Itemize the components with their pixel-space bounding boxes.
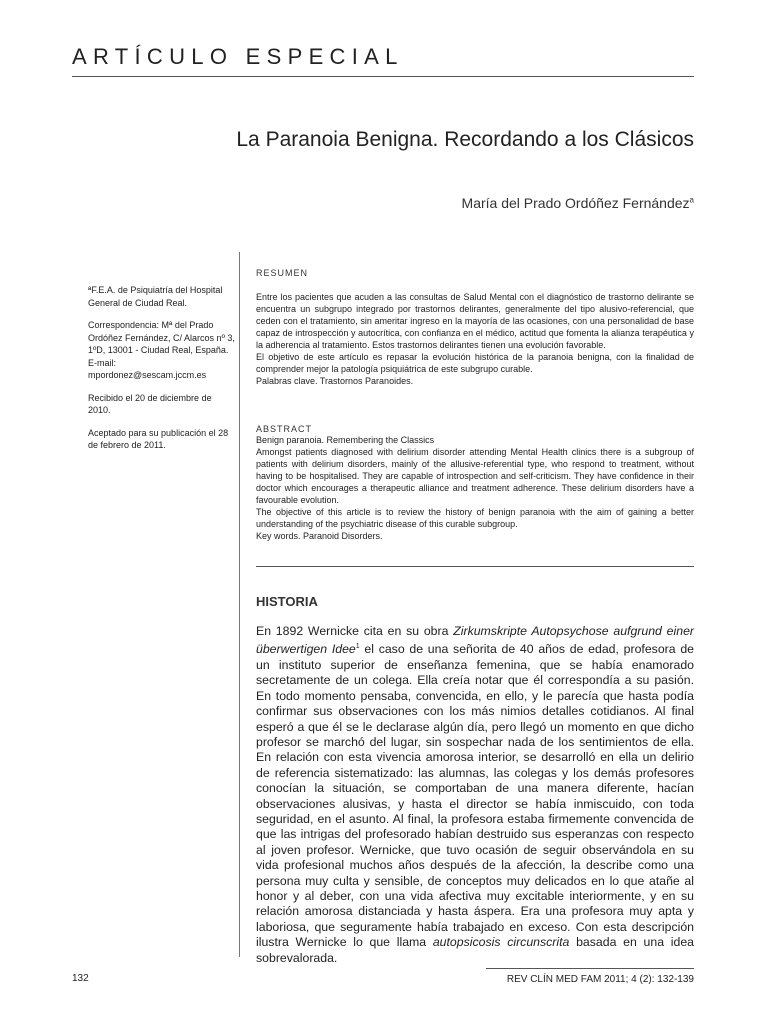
abstract-p1: Amongst patients diagnosed with delirium disorder attending Mental Health clinics there is a subgroup of patients with delirium disorders, mainly of the allusive-referential type, who respond to treatment, without having to be hospitalised. They are capable of introspection and self-criticism. They have confidence in their doctor which encourages a therapeutic alliance and treatment adherence. These delirium disorders have a favourable evolution.	[256, 447, 694, 505]
section-rule	[256, 566, 694, 567]
affiliation: ªF.E.A. de Psiquiatría del Hospital General de Ciudad Real.	[88, 285, 223, 308]
abstract-keywords: Key words. Paranoid Disorders.	[256, 531, 383, 541]
author-sup: a	[689, 195, 694, 205]
historia-ref: 1	[355, 643, 360, 651]
page-number: 132	[72, 973, 89, 984]
historia-work-title: Zirkumskripte Autopsychose aufgrund einer überwertigen Idee	[256, 624, 695, 657]
journal-citation: REV CLÍN MED FAM 2011; 4 (2): 132-139	[506, 974, 694, 985]
footer-rule	[486, 968, 694, 969]
resumen-p2: El objetivo de este artículo es repasar la evolución histórica de la paranoia benigna, con la finalidad de comprender mejor la patología psiquiátrica de este subgrupo curable.	[256, 352, 694, 374]
top-rule	[72, 76, 694, 77]
abstract-title: Benign paranoia. Remembering the Classics	[256, 435, 435, 445]
accepted-date: Aceptado para su publicación el 28 de febrero de 2011.	[88, 427, 229, 450]
column-divider	[239, 252, 240, 957]
received-date: Recibido el 20 de diciembre de 2010.	[88, 392, 212, 415]
author-name: María del Prado Ordóñez Fernández	[461, 195, 690, 211]
historia-term: autopsicosis circunscrita	[432, 935, 570, 950]
historia-intro: En 1892 Wernicke cita en su obra	[256, 624, 454, 638]
section-label: ARTÍCULO ESPECIAL	[72, 44, 404, 69]
correspondence: Correspondencia: Mª del Prado Ordóñez Fernández, C/ Alarcos nº 3, 1ºD, 13001 - Ciudad Real, España. E-mail: mpordonez@sescam.jccm.es	[88, 320, 235, 380]
historia-heading: HISTORIA	[256, 594, 318, 609]
historia-ending: basada en una idea sobrevalorada.	[256, 935, 694, 965]
abstract-p2: The objective of this article is to review the history of benign paranoia with the aim of gaining a better understanding of the psychiatric disease of this curable subgroup.	[256, 507, 694, 529]
abstract-heading: ABSTRACT	[256, 424, 313, 434]
abstract-section	[256, 424, 694, 542]
historia-text: el caso de una señorita de 40 años de edad, profesora de un instituto superior de enseñanza femenina, que se había enamorado secretamente de un colega. Ella creía notar que él correspondía a su pasión. En todo momento pensaba, convencida, en ello, y le parecía que hasta podía confirmar sus observaciones con los más nimios detalles cotidianos. Al final esperó a que él se le declarase algún día, pero llegó un momento en que dicho profesor se marchó del lugar, sin sospechar nada de los sentimientos de ella. En relación con esta vivencia amorosa interior, se desarrolló en ella un delirio de referencia sistematizado: las alumnas, las colegas y los demás profesores conocían la situación, se comportaban de una manera diferente, hacían observaciones alusivas, y hasta el director se había inmiscuido, con toda seguridad, en el asunto. Al final, la profesora estaba firmemente convencida de que las intrigas del profesorado habían destruido sus esperanzas con respecto al joven profesor. Wernicke, que tuvo ocasión de seguir observándola en su vida profesional muchos años después de la afección, la describe como una persona muy culta y sensible, de conceptos muy delicados en lo que atañe al honor y al deber, con una vida afectiva muy excitable interiormente, y en su relación amorosa distanciada y hasta áspera. Era una profesora muy apta y laboriosa, que seguramente había trabajado en exceso. Con esta descripción ilustra Wernicke lo que llama	[256, 642, 694, 950]
resumen-keywords: Palabras clave. Trastornos Paranoides.	[256, 376, 414, 386]
resumen-heading: RESUMEN	[256, 268, 309, 278]
historia-body	[256, 624, 694, 966]
resumen-p1: Entre los pacientes que acuden a las consultas de Salud Mental con el diagnóstico de trastorno delirante se encuentra un subgrupo integrado por trastornos delirantes, generalmente del tipo alusivo-referencial, que ceden con el tratamiento, sin ameritar ingreso en la mayoría de las ocasiones, con una personalidad de base capaz de introspección y autocrítica, con confianza en el médico, actitud que fomenta la alianza terapéutica y la adherencia al tratamiento. Estos trastornos delirantes tienen una evolución favorable.	[256, 292, 694, 350]
resumen-section	[256, 268, 694, 387]
sidebar-info	[88, 284, 236, 462]
article-title: La Paranoia Benigna. Recordando a los Clásicos	[236, 128, 694, 151]
article-author	[72, 195, 694, 211]
